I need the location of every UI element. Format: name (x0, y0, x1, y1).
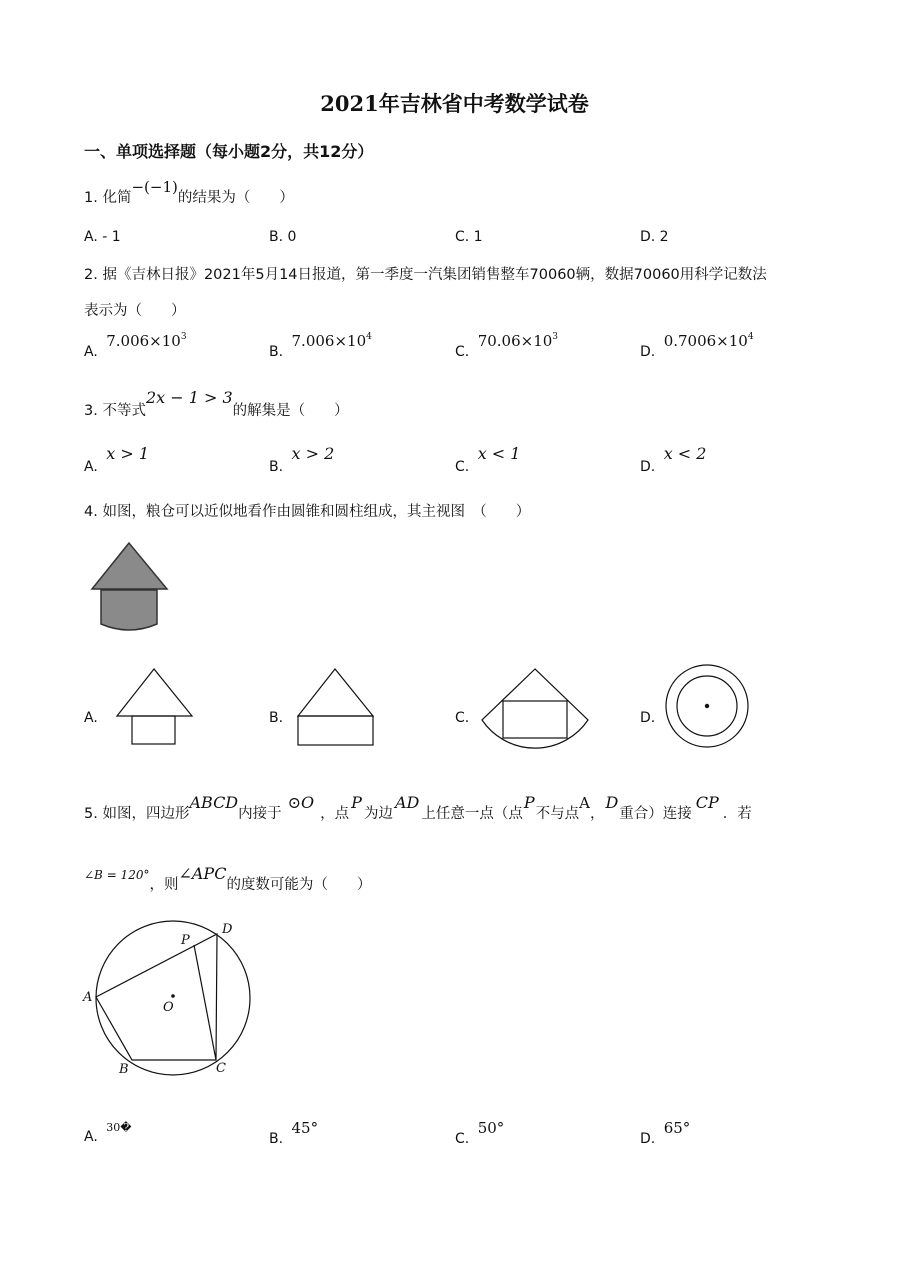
q3-prefix: 3. 不等式 (84, 403, 146, 419)
q5-p8: 重合）连接 (619, 806, 692, 822)
q5-c-value: 50° (477, 1119, 505, 1137)
q5-b-letter: B. (269, 1131, 284, 1147)
q5-p6: 不与点 (535, 806, 580, 822)
q4-option-c[interactable]: C. (455, 710, 470, 726)
label-p: P (181, 933, 190, 948)
q2-b-exp: 4 (366, 332, 372, 342)
q3-d-value: x < 2 (663, 444, 707, 463)
q5-m2: ⊙O (287, 793, 315, 812)
q4-option-d[interactable]: D. (640, 710, 656, 726)
q5-m3: P (351, 793, 362, 812)
q2-b-letter: B. (269, 344, 284, 360)
q2-c-value: 70.06×10 (477, 332, 553, 350)
q5-m6: A (579, 794, 590, 812)
circumcircle (96, 921, 250, 1075)
q5-p10: ，则 (149, 877, 179, 893)
q2-a-letter: A. (84, 344, 98, 360)
q3-a-value: x > 1 (106, 444, 150, 463)
q2-a-value: 7.006×10 (106, 332, 181, 350)
q1-prefix: 1. 化简 (84, 190, 132, 206)
q5-m7: D (605, 793, 619, 812)
q5-m4: AD (394, 793, 420, 812)
q2-d-value: 0.7006×10 (663, 332, 748, 350)
q3-a-letter: A. (84, 459, 98, 475)
center-dot (171, 994, 175, 998)
q4-option-b[interactable]: B. (269, 710, 284, 726)
q1-math: −(−1) (131, 178, 178, 196)
q3-b-value: x > 2 (291, 444, 335, 463)
q3-d-letter: D. (640, 459, 656, 475)
q1-option-a[interactable]: A. - 1 (84, 229, 121, 245)
section-heading: 一、单项选择题（每小题2分，共12分） (84, 142, 374, 161)
q2-line2: 表示为（ ） (84, 303, 186, 319)
q5-d-value: 65° (663, 1119, 691, 1137)
q2-b-value: 7.006×10 (291, 332, 367, 350)
label-a: A (83, 990, 93, 1005)
q4-text: 4. 如图，粮仓可以近似地看作由圆锥和圆柱组成，其主视图 （ ） (84, 504, 531, 520)
q5-p11: 的度数可能为（ ） (226, 877, 372, 893)
q5-option-d[interactable] (640, 1119, 691, 1147)
label-c: C (216, 1061, 226, 1076)
q5-p1: 5. 如图，四边形 (84, 806, 190, 822)
q5-m9: ∠B = 120° (84, 868, 150, 882)
q5-option-b[interactable] (269, 1119, 319, 1147)
label-b: B (119, 1062, 129, 1077)
q5-a-value: 30� (106, 1121, 132, 1134)
q5-p3: ，点 (320, 806, 350, 822)
q2-d-exp: 4 (747, 332, 754, 342)
q1-option-c[interactable]: C. 1 (455, 229, 483, 245)
q1-suffix: 的结果为（ ） (177, 190, 294, 206)
q5-a-letter: A. (84, 1129, 98, 1145)
q3-b-letter: B. (269, 459, 284, 475)
q5-p5: 上任意一点（点 (421, 806, 523, 822)
q5-option-a[interactable] (84, 1121, 132, 1145)
q1-option-b[interactable]: B. 0 (269, 229, 297, 245)
q5-p4: 为边 (363, 806, 393, 822)
q5-m1: ABCD (189, 793, 239, 812)
q3-suffix: 的解集是（ ） (232, 403, 349, 419)
q5-m5: P (523, 793, 535, 812)
q3-math: 2x − 1 > 3 (145, 388, 233, 407)
q5-d-letter: D. (640, 1131, 656, 1147)
label-o: O (163, 1000, 174, 1015)
q4-option-a[interactable]: A. (84, 710, 98, 726)
q2-line1: 2. 据《吉林日报》2021年5月14日报道，第一季度一汽集团销售整车70060辆，数据70060用科学记数法 (84, 267, 767, 283)
q2-a-exp: 3 (180, 332, 187, 342)
q2-c-letter: C. (455, 344, 470, 360)
q5-b-value: 45° (291, 1119, 319, 1137)
q5-p7: ， (589, 806, 605, 822)
q5-c-letter: C. (455, 1131, 470, 1147)
label-d: D (222, 922, 233, 937)
q5-option-c[interactable] (455, 1119, 505, 1147)
quadrilateral-abcd (96, 934, 217, 1060)
q5-p9: ．若 (722, 806, 752, 822)
q5-m10: ∠APC (178, 864, 227, 883)
page-title: 2021年吉林省中考数学试卷 (320, 91, 589, 116)
q2-c-exp: 3 (552, 332, 559, 342)
q2-d-letter: D. (640, 344, 656, 360)
segment-cp (194, 945, 216, 1060)
q3-c-value: x < 1 (477, 444, 521, 463)
q5-m8: CP (695, 793, 719, 812)
q1-option-d[interactable]: D. 2 (640, 229, 669, 245)
q5-p2: 内接于 (238, 806, 282, 822)
q3-c-letter: C. (455, 459, 470, 475)
